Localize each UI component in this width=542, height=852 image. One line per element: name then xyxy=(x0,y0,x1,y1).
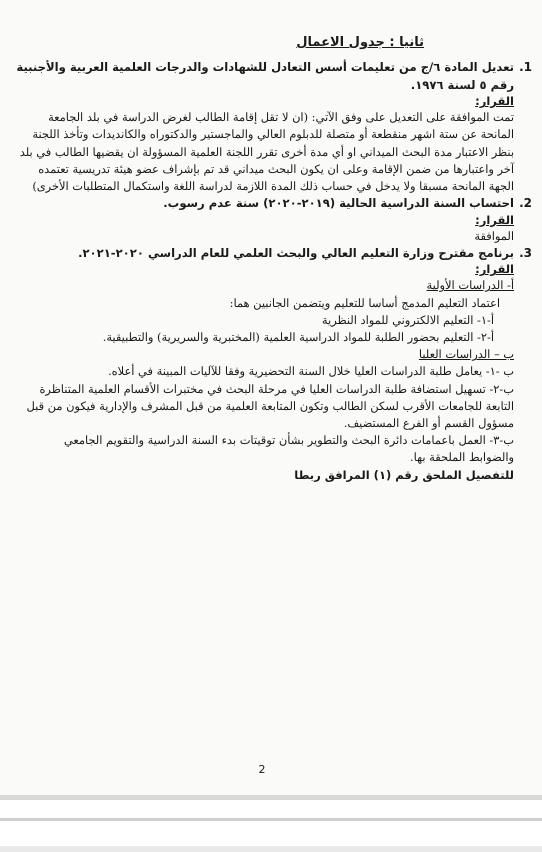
agenda-item-2 xyxy=(16,195,532,245)
agenda-item-3 xyxy=(16,245,532,484)
document-content xyxy=(16,34,532,484)
section-a-title: أ- الدراسات الأولية xyxy=(426,278,514,293)
item-number: 3. xyxy=(519,245,532,260)
item-title: تعديل المادة ٦/ج من تعليمات أسس التعادل للشهادات والدرجات العلمية العربية والأجنبية رقم ٥ لسنة ١٩٧٦. xyxy=(16,60,514,92)
page-separator xyxy=(0,846,542,852)
item-title: احتساب السنة الدراسية الحالية (٢٠١٩-٢٠٢٠) سنة عدم رسوب. xyxy=(163,196,514,211)
item-number: 2. xyxy=(519,196,532,211)
item-body xyxy=(16,59,514,195)
section-a-intro: اعتماد التعليم المدمج أساسا للتعليم ويتضمن الجانبين هما: xyxy=(229,295,500,310)
item-number: 1. xyxy=(519,60,532,75)
page-separator xyxy=(0,818,542,821)
item-body xyxy=(16,245,514,484)
decision-text: الموافقة xyxy=(474,228,514,243)
page-number: 2 xyxy=(258,763,266,776)
section-b-point-2: ب-٢- تسهيل استضافة طلبة الدراسات العليا في مرحلة البحث في مختبرات الأقسام العلمية المتناظرة التابعة للجامعات الأقرب لسكن الطالب وتكون المتابعة العلمية من قبل المشرف والإدارية فيكون من قبل مسؤول القسم أو الفرع المستضيف. xyxy=(26,381,514,431)
decision-label: القرار: xyxy=(475,94,514,109)
decision-text: تمت الموافقة على التعديل على وفق الآتي: (ان لا تقل إقامة الطالب لغرض الدراسة في بلد الجامعة المانحة عن ستة اشهر منقطعة أو متصلة للدبلوم العالي والماجستير والدكتوراه والكانديدات وتأخذ اللجنة بنظر الاعتبار مدة البحث الميداني او أي مدة أخرى تقرر اللجنة العلمية المسؤولة ان يقضيها الطالب في بلد آخر واعتبارها من ضمن الإقامة وعلى ان يكون البحث ميداني قد تم بإشراف عضو هيئة تدريسية تعتمده الجهة المانحة مسبقا ولا يدخل في حساب ذلك المدة اللازمة لدراسة اللغة واستكمال المتطلبات الأخرى) xyxy=(19,110,514,194)
section-a-point-1: أ-١- التعليم الالكتروني للمواد النظرية xyxy=(321,312,494,327)
page-separator xyxy=(0,795,542,800)
appendix-note: للتفصيل الملحق رقم (١) المرافق ربطا xyxy=(294,467,514,482)
decision-label: القرار: xyxy=(475,262,514,277)
item-title: برنامج مقترح وزارة التعليم العالي والبحث العلمي للعام الدراسي ٢٠٢٠-٢٠٢١. xyxy=(78,245,514,260)
section-a-point-2: أ-٢- التعليم بحضور الطلبة للمواد الدراسية العلمية (المختبرية والسريرية) والتطبيقية. xyxy=(102,330,494,345)
decision-label: القرار: xyxy=(475,212,514,227)
section-b-title: ب – الدراسات العليا xyxy=(418,347,514,362)
section-b-point-1: ب -١- يعامل طلبة الدراسات العليا خلال السنة التحضيرية وفقا للآليات المبينة في أعلاه. xyxy=(108,364,514,379)
section-b-point-3: ب-٣- العمل باعمامات دائرة البحث والتطوير بشأن توقيتات بدء السنة الدراسية والتقويم الجامعي والضوابط الملحقة بها. xyxy=(63,433,514,465)
item-body xyxy=(16,195,514,245)
agenda-item-1 xyxy=(16,59,532,195)
page-heading: ثانيا : جدول الاعمال xyxy=(296,35,424,50)
